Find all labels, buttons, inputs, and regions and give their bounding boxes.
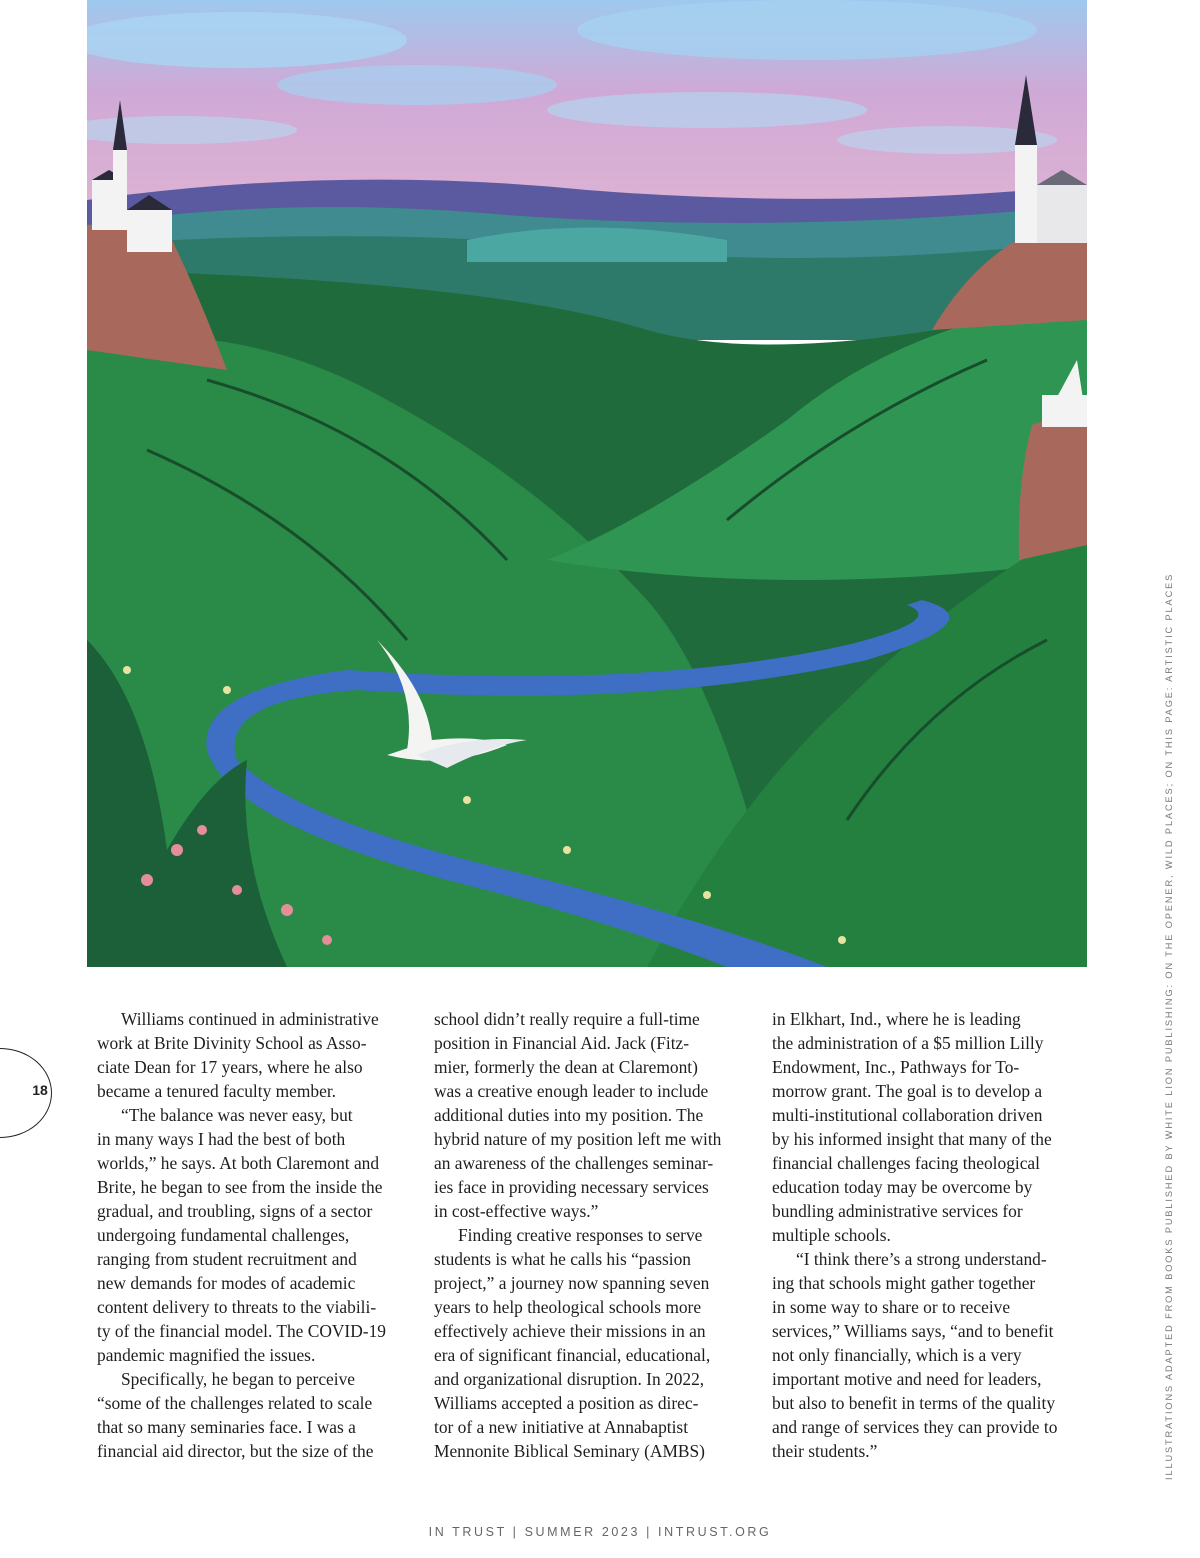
text-line: important motive and need for leaders,: [772, 1369, 1042, 1389]
text-line: and organizational disruption. In 2022,: [434, 1369, 705, 1389]
text-line: ranging from student recruitment and: [97, 1249, 357, 1269]
text-line: era of significant financial, educational,: [434, 1345, 711, 1365]
text-line: content delivery to threats to the viabili-: [97, 1297, 377, 1317]
text-line: years to help theological schools more: [434, 1297, 702, 1317]
text-line: students is what he calls his “passion: [434, 1249, 691, 1269]
text-line: position in Financial Aid. Jack (Fitz-: [434, 1033, 690, 1053]
text-line: Brite, he began to see from the inside the: [97, 1177, 383, 1197]
illustration-credit: ILLUSTRATIONS ADAPTED FROM BOOKS PUBLISHED BY WHITE LION PUBLISHING: ON THE OPENER, WILD PLACES; ON THIS PAGE: ARTISTIC PLACES: [1164, 572, 1174, 1480]
text-line: pandemic magnified the issues.: [97, 1345, 316, 1365]
text-line: “some of the challenges related to scale: [97, 1393, 373, 1413]
text-line: Williams accepted a position as direc-: [434, 1393, 699, 1413]
text-line: was a creative enough leader to include: [434, 1081, 709, 1101]
text-line: morrow grant. The goal is to develop a: [772, 1081, 1043, 1101]
text-line: their students.”: [772, 1441, 878, 1461]
text-line: bundling administrative services for: [772, 1201, 1023, 1221]
article-column-3: [772, 1007, 1088, 1463]
text-line: effectively achieve their missions in an: [434, 1321, 706, 1341]
article-column-2: [434, 1007, 750, 1463]
text-line: work at Brite Divinity School as Asso-: [97, 1033, 367, 1053]
text-line: financial challenges facing theological: [772, 1153, 1040, 1173]
text-line: Endowment, Inc., Pathways for To-: [772, 1057, 1020, 1077]
text-line: and range of services they can provide to: [772, 1417, 1058, 1437]
text-line: Specifically, he began to perceive: [121, 1369, 356, 1389]
text-line: in many ways I had the best of both: [97, 1129, 346, 1149]
text-line: multiple schools.: [772, 1225, 891, 1245]
text-line: the administration of a $5 million Lilly: [772, 1033, 1044, 1053]
text-line: became a tenured faculty member.: [97, 1081, 337, 1101]
text-line: hybrid nature of my position left me with: [434, 1129, 722, 1149]
paragraph: [434, 1007, 750, 1223]
text-line: worlds,” he says. At both Claremont and: [97, 1153, 380, 1173]
text-line: Mennonite Biblical Seminary (AMBS): [434, 1441, 705, 1461]
text-line: Williams continued in administrative: [121, 1009, 379, 1029]
text-line: in Elkhart, Ind., where he is leading: [772, 1009, 1021, 1029]
text-line: that so many seminaries face. I was a: [97, 1417, 356, 1437]
text-line: services,” Williams says, “and to benefit: [772, 1321, 1054, 1341]
text-line: school didn’t really require a full-time: [434, 1009, 700, 1029]
page-number: 18: [32, 1082, 48, 1098]
footer: IN TRUST | SUMMER 2023 | INTRUST.ORG: [428, 1525, 772, 1539]
text-line: in cost-effective ways.”: [434, 1201, 599, 1221]
paragraph: [97, 1007, 413, 1103]
text-line: not only financially, which is a very: [772, 1345, 1022, 1365]
paragraph: [97, 1367, 413, 1463]
text-line: an awareness of the challenges seminar-: [434, 1153, 714, 1173]
text-line: ing that schools might gather together: [772, 1273, 1036, 1293]
text-line: “The balance was never easy, but: [121, 1105, 353, 1125]
paragraph: [97, 1103, 413, 1367]
text-line: by his informed insight that many of the: [772, 1129, 1052, 1149]
paragraph: [772, 1007, 1088, 1247]
text-line: education today may be overcome by: [772, 1177, 1033, 1197]
text-line: multi-institutional collaboration driven: [772, 1105, 1043, 1125]
text-line: but also to benefit in terms of the quality: [772, 1393, 1056, 1413]
article-column-1: [97, 1007, 413, 1463]
text-line: “I think there’s a strong understand-: [796, 1249, 1047, 1269]
text-line: ty of the financial model. The COVID-19: [97, 1321, 386, 1341]
paragraph: [772, 1247, 1088, 1463]
text-line: ciate Dean for 17 years, where he also: [97, 1057, 363, 1077]
text-line: gradual, and troubling, signs of a sector: [97, 1201, 373, 1221]
text-line: project,” a journey now spanning seven: [434, 1273, 710, 1293]
paragraph: [434, 1223, 750, 1463]
text-line: financial aid director, but the size of the: [97, 1441, 374, 1461]
landscape-illustration: [87, 0, 1087, 967]
text-line: new demands for modes of academic: [97, 1273, 356, 1293]
text-line: Finding creative responses to serve: [458, 1225, 703, 1245]
text-line: undergoing fundamental challenges,: [97, 1225, 350, 1245]
text-line: tor of a new initiative at Annabaptist: [434, 1417, 689, 1437]
text-line: additional duties into my position. The: [434, 1105, 704, 1125]
text-line: mier, formerly the dean at Claremont): [434, 1057, 698, 1077]
text-line: ies face in providing necessary services: [434, 1177, 709, 1197]
text-line: in some way to share or to receive: [772, 1297, 1011, 1317]
